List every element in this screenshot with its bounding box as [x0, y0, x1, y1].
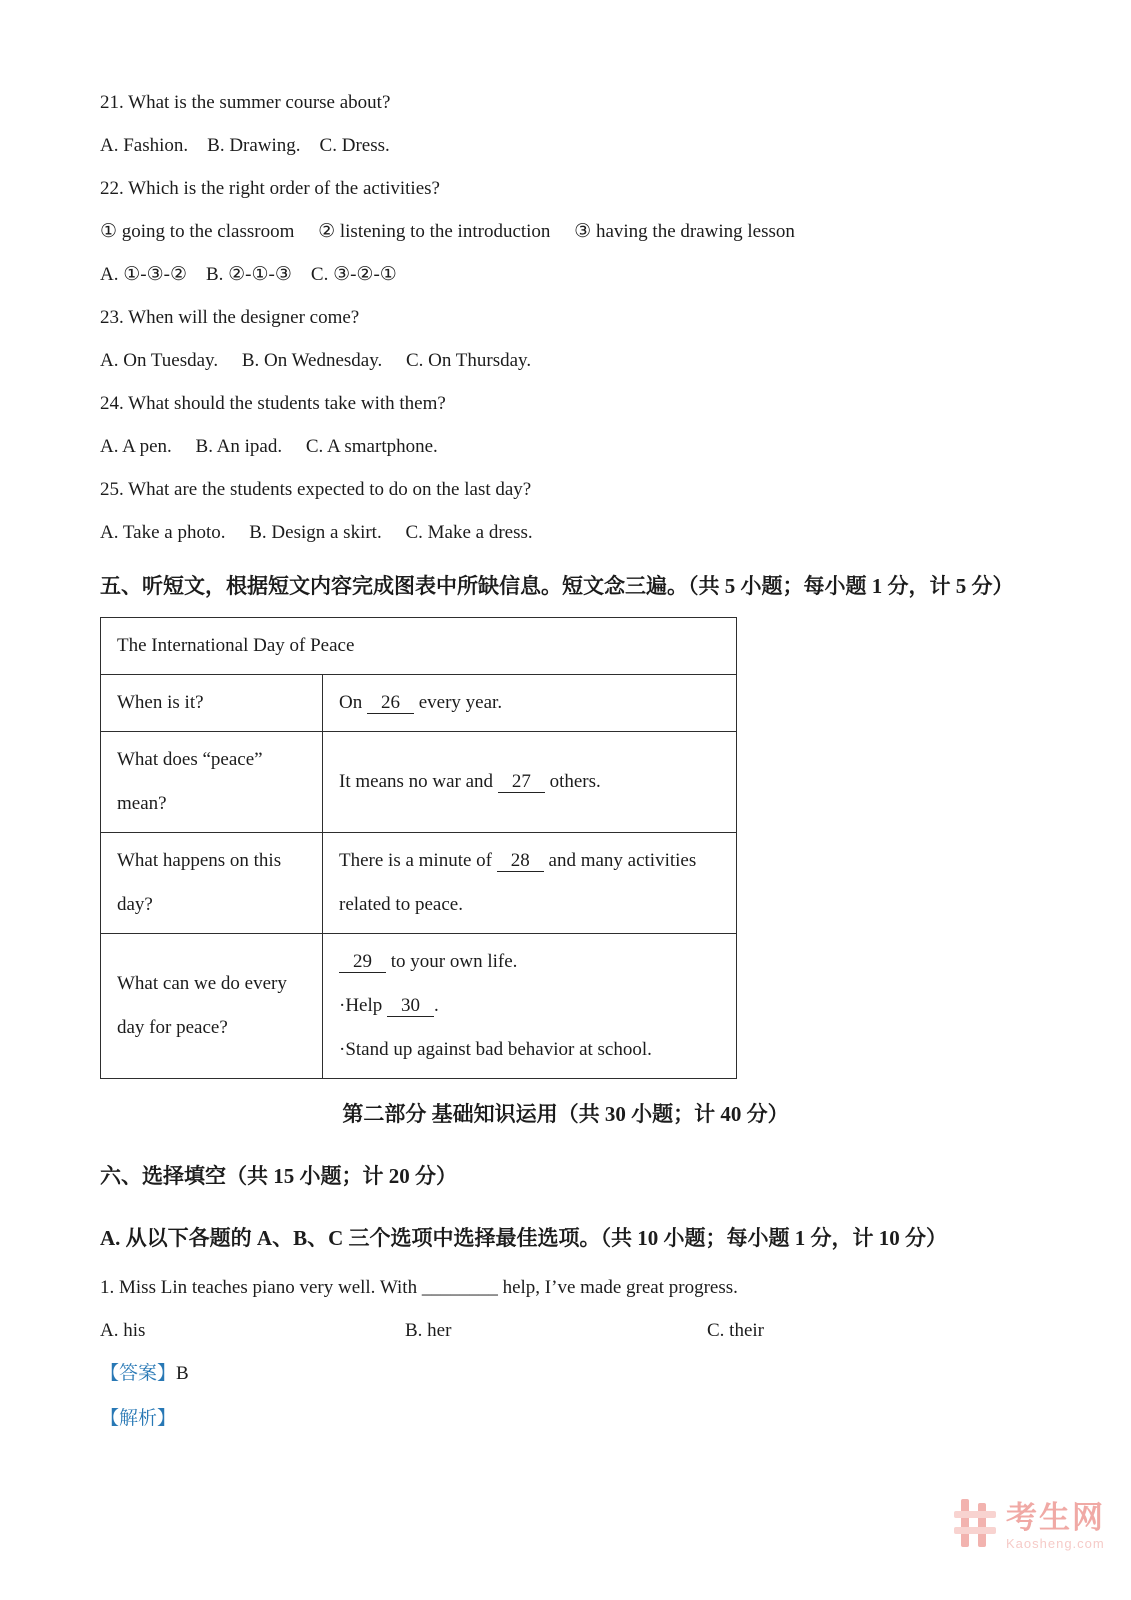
- analysis-label: 【解析】: [100, 1408, 177, 1429]
- table-cell-question: When is it?: [101, 675, 323, 732]
- section-6a-heading: A. 从以下各题的 A、B、C 三个选项中选择最佳选项。（共 10 小题；每小题 1 分，计 10 分）: [100, 1226, 948, 1250]
- option-b: B. her: [405, 1320, 452, 1341]
- answer-line-1: [339, 940, 720, 984]
- peace-table: [100, 617, 737, 1079]
- question-23: 23. When will the designer come?: [100, 307, 360, 328]
- blank-27: 27: [498, 771, 545, 793]
- table-row: [101, 732, 737, 833]
- table-cell-answer: [323, 732, 737, 833]
- table-title-row: [101, 618, 737, 675]
- answer-text: There is a minute of: [339, 850, 497, 871]
- question-24: 24. What should the students take with them?: [100, 393, 446, 414]
- table-cell-question: What does “peace” mean?: [101, 732, 323, 833]
- option-a: A. his: [100, 1320, 146, 1341]
- kaosheng-logo-icon: [954, 1499, 996, 1552]
- section-6-heading: 六、选择填空（共 15 小题；计 20 分）: [100, 1164, 457, 1188]
- table-cell-answer: [323, 833, 737, 934]
- table-cell-question: What can we do every day for peace?: [101, 934, 323, 1079]
- blank-26: 26: [367, 692, 414, 714]
- kaosheng-name: 考生网: [1006, 1499, 1105, 1535]
- question-21: 21. What is the summer course about?: [100, 92, 391, 113]
- blank-29: 29: [339, 951, 386, 973]
- blank-28: 28: [497, 850, 544, 872]
- question-22-items: ① going to the classroom ② listening to the introduction ③ having the drawing lesson: [100, 221, 795, 242]
- table-row: [101, 675, 737, 732]
- answer-line-3: ·Stand up against bad behavior at school.: [339, 1039, 652, 1060]
- question-24-options: A. A pen. B. An ipad. C. A smartphone.: [100, 436, 438, 457]
- part2-heading: 第二部分 基础知识运用（共 30 小题；计 40 分）: [342, 1102, 789, 1126]
- question-22: 22. Which is the right order of the activities?: [100, 178, 440, 199]
- question-21-options: A. Fashion. B. Drawing. C. Dress.: [100, 135, 390, 156]
- question-22-options: A. ①-③-② B. ②-①-③ C. ③-②-①: [100, 264, 397, 285]
- answer-line: [100, 1363, 1031, 1385]
- section-5-heading: 五、听短文，根据短文内容完成图表中所缺信息。短文念三遍。（共 5 小题；每小题 1 分，计 5 分）: [100, 574, 1014, 598]
- kaosheng-watermark: [954, 1499, 1105, 1552]
- answer-value: B: [176, 1363, 189, 1384]
- table-cell-answer: [323, 675, 737, 732]
- option-c: C. their: [707, 1320, 764, 1341]
- answer-text: every year.: [413, 692, 503, 713]
- table-cell-question: What happens on this day?: [101, 833, 323, 934]
- kaosheng-domain: Kaosheng.com: [1006, 1535, 1105, 1551]
- answer-text: others.: [544, 771, 601, 792]
- table-cell-answer: [323, 934, 737, 1079]
- question-1-options: [100, 1320, 1031, 1342]
- table-title-cell: The International Day of Peace: [101, 618, 737, 675]
- analysis-line: [100, 1408, 1031, 1430]
- answer-text: On: [339, 692, 367, 713]
- answer-text: to your own life.: [386, 951, 518, 972]
- question-25-options: A. Take a photo. B. Design a skirt. C. Make a dress.: [100, 522, 533, 543]
- table-row: [101, 833, 737, 934]
- answer-text: and many activities related to peace.: [339, 850, 697, 915]
- blank-30: 30: [387, 995, 434, 1017]
- answer-label: 【答案】: [100, 1363, 177, 1384]
- question-23-options: A. On Tuesday. B. On Wednesday. C. On Thursday.: [100, 350, 532, 371]
- kaosheng-text: [1006, 1499, 1105, 1551]
- answer-text: .: [434, 995, 439, 1016]
- answer-text: ·Help: [339, 995, 388, 1016]
- answer-line-2: [339, 984, 720, 1028]
- question-1: 1. Miss Lin teaches piano very well. With ________ help, I’ve made great progress.: [100, 1277, 738, 1298]
- table-row: [101, 934, 737, 1079]
- answer-text: It means no war and: [339, 771, 498, 792]
- question-25: 25. What are the students expected to do on the last day?: [100, 479, 532, 500]
